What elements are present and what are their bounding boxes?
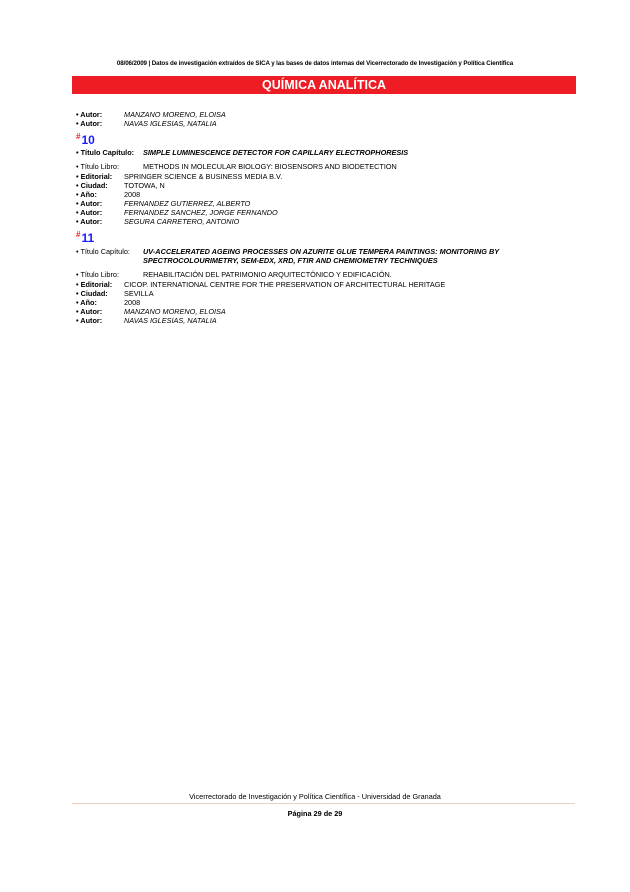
author-value: NAVAS IGLESIAS, NATALIA xyxy=(124,119,217,128)
page-number: Página 29 de 29 xyxy=(287,809,343,818)
section-banner: QUÍMICA ANALÍTICA xyxy=(72,76,576,94)
year-label: • Año: xyxy=(76,190,97,199)
year-row xyxy=(76,190,141,199)
city-row xyxy=(76,289,154,298)
book-title-value: REHABILITACIÓN DEL PATRIMONIO ARQUITECTÓNICO Y EDIFICACIÓN. xyxy=(143,270,392,279)
publisher-row xyxy=(76,172,283,181)
author-row xyxy=(76,199,251,208)
intro-author-row xyxy=(76,110,226,119)
chapter-title-label: • Título Capítulo: xyxy=(76,247,130,256)
year-label: • Año: xyxy=(76,298,97,307)
author-value: SEGURA CARRETERO, ANTONIO xyxy=(124,217,240,226)
book-title-value: METHODS IN MOLECULAR BIOLOGY: BIOSENSORS AND BIODETECTION xyxy=(143,162,397,171)
author-label: • Autor: xyxy=(76,199,103,208)
entry-hash: # xyxy=(76,230,81,239)
book-title-label: • Título Libro: xyxy=(76,162,119,171)
author-label: • Autor: xyxy=(76,208,103,217)
chapter-title-row xyxy=(76,148,409,157)
chapter-title-row xyxy=(76,247,500,256)
author-row xyxy=(76,208,278,217)
entry-hash: # xyxy=(76,132,81,141)
page-header: 08/06/2009 | Datos de investigación extraídos de SICA y las bases de datos internas del Vicerrectorado de Investigación y Política Científica xyxy=(116,60,514,67)
entry-number-value: 11 xyxy=(81,231,95,245)
city-row xyxy=(76,181,165,190)
chapter-title-value-line2: SPECTROCOLOURIMETRY, SEM-EDX, XRD, FTIR AND CHEMIOMETRY TECHNIQUES xyxy=(143,256,438,265)
intro-author-row xyxy=(76,119,217,128)
entry-number xyxy=(76,133,95,147)
city-value: SEVILLA xyxy=(124,289,154,298)
author-value: NAVAS IGLESIAS, NATALIA xyxy=(124,316,217,325)
year-row xyxy=(76,298,141,307)
author-label: • Autor: xyxy=(76,110,103,119)
entry-number xyxy=(76,231,94,245)
publisher-row xyxy=(76,280,446,289)
publisher-value: CICOP. INTERNATIONAL CENTRE FOR THE PRESERVATION OF ARCHITECTURAL HERITAGE xyxy=(124,280,446,289)
author-row xyxy=(76,316,217,325)
chapter-title-label: • Título Capítulo: xyxy=(76,148,135,157)
chapter-title-value: UV-ACCELERATED AGEING PROCESSES ON AZURITE GLUE TEMPERA PAINTINGS: MONITORING BY xyxy=(143,247,500,256)
book-title-row xyxy=(76,270,392,279)
footer-divider xyxy=(72,803,575,804)
author-value: FERNANDEZ SANCHEZ, JORGE FERNANDO xyxy=(124,208,278,217)
city-label: • Ciudad: xyxy=(76,181,108,190)
author-label: • Autor: xyxy=(76,119,103,128)
publisher-value: SPRINGER SCIENCE & BUSINESS MEDIA B.V. xyxy=(124,172,283,181)
book-title-row xyxy=(76,162,397,171)
chapter-title-value: SIMPLE LUMINESCENCE DETECTOR FOR CAPILLARY ELECTROPHORESIS xyxy=(143,148,409,157)
publisher-label: • Editorial: xyxy=(76,280,113,289)
page-footer: Vicerrectorado de Investigación y Política Científica - Universidad de Granada xyxy=(189,792,441,801)
book-title-label: • Título Libro: xyxy=(76,270,119,279)
author-value: MANZANO MORENO, ELOISA xyxy=(124,307,226,316)
city-value: TOTOWA, N xyxy=(124,181,165,190)
author-label: • Autor: xyxy=(76,316,103,325)
year-value: 2008 xyxy=(124,298,141,307)
city-label: • Ciudad: xyxy=(76,289,108,298)
author-label: • Autor: xyxy=(76,217,103,226)
author-row xyxy=(76,217,240,226)
author-label: • Autor: xyxy=(76,307,103,316)
year-value: 2008 xyxy=(124,190,141,199)
publisher-label: • Editorial: xyxy=(76,172,113,181)
author-value: FERNANDEZ GUTIERREZ, ALBERTO xyxy=(124,199,251,208)
author-row xyxy=(76,307,226,316)
entry-number-value: 10 xyxy=(81,133,95,147)
author-value: MANZANO MORENO, ELOISA xyxy=(124,110,226,119)
